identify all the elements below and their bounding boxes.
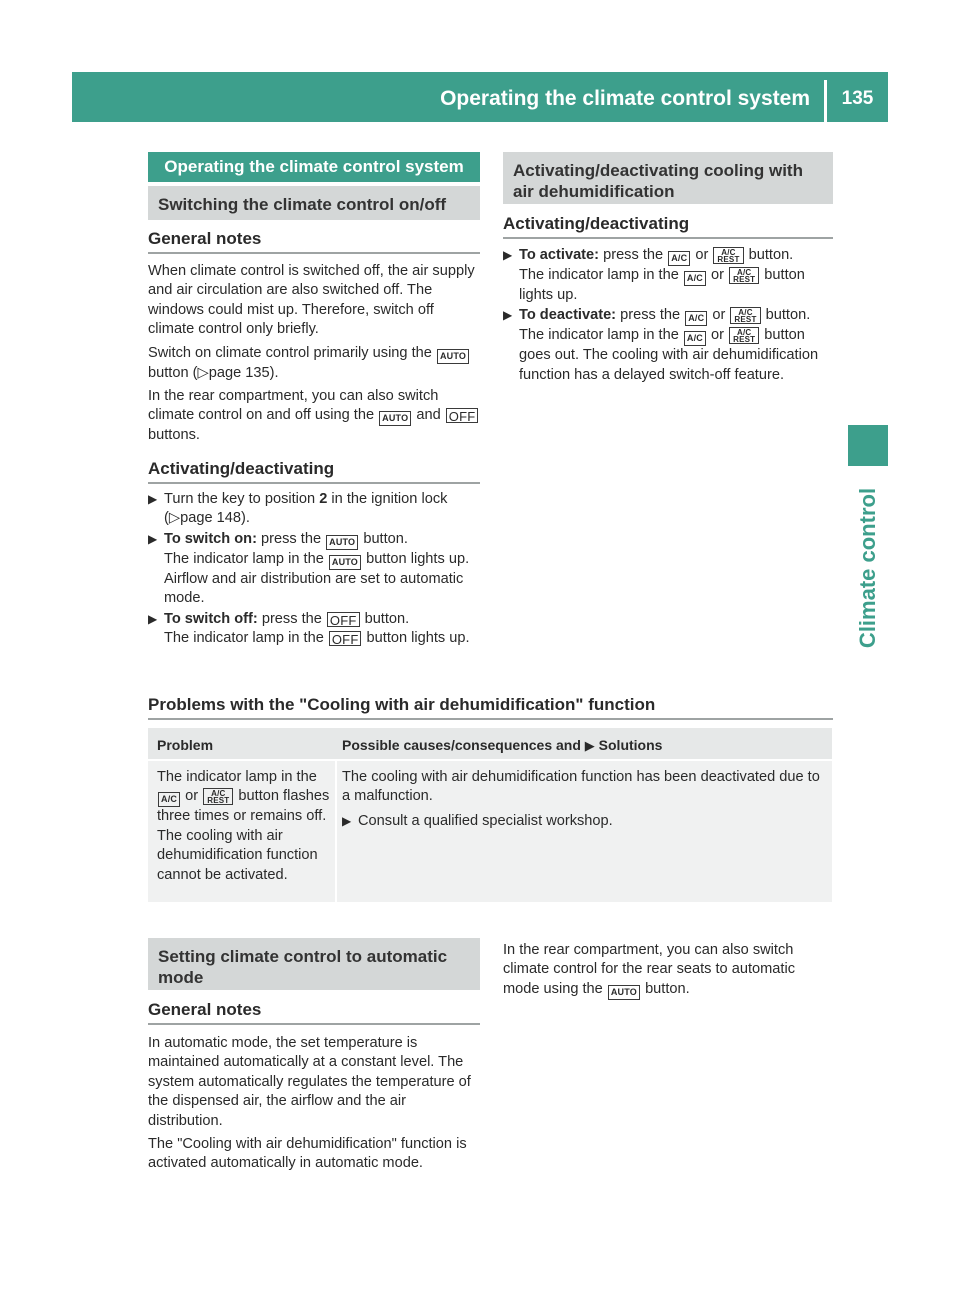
cooling-steps [503, 246, 835, 386]
ac-rest-key-icon: A/C REST [730, 307, 760, 324]
column-divider [335, 761, 337, 902]
problems-table [148, 728, 832, 902]
cause-text: The cooling with air dehumidification function has been deactivated due to a malfunction. [342, 769, 820, 805]
off-key-icon: OFF [327, 612, 360, 627]
ac-key-icon: A/C [668, 251, 690, 266]
solutions-arrow-icon: ▶ [584, 738, 595, 753]
list-item: ▶ To activate: press the A/C or A/C REST button. The indicator lamp in the A/C or A/C REST button lights up. [503, 247, 805, 303]
auto-key-icon: AUTO [329, 555, 361, 570]
auto-notes-p2: The "Cooling with air dehumidification" function is activated automatically in automatic mode. [148, 1136, 467, 1172]
problems-heading: Problems with the "Cooling with air dehumidification" function [148, 695, 656, 714]
ac-rest-key-icon: A/C REST [729, 327, 759, 344]
heading-rule [148, 718, 833, 720]
ac-key-icon: A/C [684, 271, 706, 286]
off-key-icon: OFF [446, 408, 479, 423]
ac-rest-key-icon: A/C REST [203, 788, 233, 805]
chapter-tab-marker [848, 425, 888, 466]
subsection-box-switching: Switching the climate control on/off [148, 186, 480, 220]
switching-steps [148, 490, 484, 649]
problem-cell: The indicator lamp in the A/C or A/C REST button flashes three times or remains off. The cooling with air dehumidification function cannot be activated. [157, 769, 330, 883]
auto-notes-p1: In automatic mode, the set temperature is maintained automatically at a constant level. The system automatically regulates the temperature of the dispensed air, the airflow and the air distribution. [148, 1035, 471, 1129]
auto-right-p: In the rear compartment, you can also switch climate control for the rear seats to automatic mode using the AUTO button. [503, 941, 835, 1000]
list-item: ▶ Turn the key to position 2 in the ignition lock (▷page 148). [148, 491, 448, 527]
auto-key-icon: AUTO [326, 535, 358, 550]
ac-key-icon: A/C [158, 792, 180, 807]
heading-rule [148, 482, 480, 484]
table-header-row [148, 728, 832, 759]
heading-rule [148, 252, 480, 254]
ac-rest-key-icon: A/C REST [729, 267, 759, 284]
col-header-solutions: Possible causes/consequences and ▶ Solutions [342, 737, 663, 753]
section-banner: Operating the climate control system [148, 152, 480, 182]
list-item: ▶ To switch off: press the OFF button. The indicator lamp in the OFF button lights up. [148, 610, 470, 648]
list-item: ▶ To deactivate: press the A/C or A/C REST button. The indicator lamp in the A/C or A/C REST button goes out. The cooling with air dehumidification function has a delayed switch-off feature. [503, 307, 819, 383]
step-arrow-icon: ▶ [148, 492, 158, 506]
auto-general-notes-heading: General notes [148, 1000, 262, 1019]
general-notes-p3: In the rear compartment, you can also switch climate control on and off using the AUTO and OFF buttons. [148, 387, 484, 446]
header-title: Operating the climate control system [440, 87, 810, 110]
page-ref-link[interactable]: page 135). [208, 364, 279, 381]
step-arrow-icon: ▶ [342, 813, 352, 828]
ac-key-icon: A/C [685, 311, 707, 326]
list-item: ▶ To switch on: press the AUTO button. The indicator lamp in the AUTO button lights up. Airflow and air distribution are set to automatic mode. [148, 530, 470, 607]
ac-rest-key-icon: A/C REST [713, 247, 743, 264]
auto-right-text [503, 941, 835, 1000]
general-notes-text [148, 262, 484, 450]
page-ref-arrow-icon: ▷ [197, 364, 209, 381]
step-arrow-icon: ▶ [503, 248, 513, 262]
ac-key-icon: A/C [684, 331, 706, 346]
step-arrow-icon: ▶ [148, 611, 158, 626]
general-notes-p2: Switch on climate control primarily using the AUTO button (▷page 135). [148, 344, 484, 383]
auto-key-icon: AUTO [608, 985, 640, 1000]
solution-steps [342, 812, 822, 831]
general-notes-p1: When climate control is switched off, the air supply and air circulation are also switched off. The windows could mist up. Therefore, switch off climate control only briefly. [148, 263, 475, 338]
subsection-box-cooling: Activating/deactivating cooling with air dehumidification [503, 152, 833, 204]
off-key-icon: OFF [329, 631, 362, 646]
auto-key-icon: AUTO [437, 349, 469, 364]
page-number: 135 [841, 88, 874, 109]
auto-notes-text [148, 1034, 484, 1178]
heading-rule [503, 237, 833, 239]
solution-cell [342, 768, 822, 832]
cooling-activating-heading: Activating/deactivating [503, 214, 690, 233]
general-notes-heading: General notes [148, 229, 262, 248]
page-ref-link[interactable]: page 148). [180, 510, 250, 527]
col-header-problem: Problem [157, 737, 214, 753]
activating-heading: Activating/deactivating [148, 459, 335, 478]
auto-key-icon: AUTO [379, 411, 411, 426]
list-item: ▶ Consult a qualified specialist workshop. [342, 812, 822, 831]
step-arrow-icon: ▶ [148, 531, 158, 546]
page-ref-arrow-icon: ▷ [168, 510, 181, 527]
page-header-bar [72, 72, 888, 122]
subsection-box-automatic: Setting climate control to automatic mode [148, 938, 480, 990]
heading-rule [148, 1023, 480, 1025]
step-arrow-icon: ▶ [503, 308, 513, 323]
